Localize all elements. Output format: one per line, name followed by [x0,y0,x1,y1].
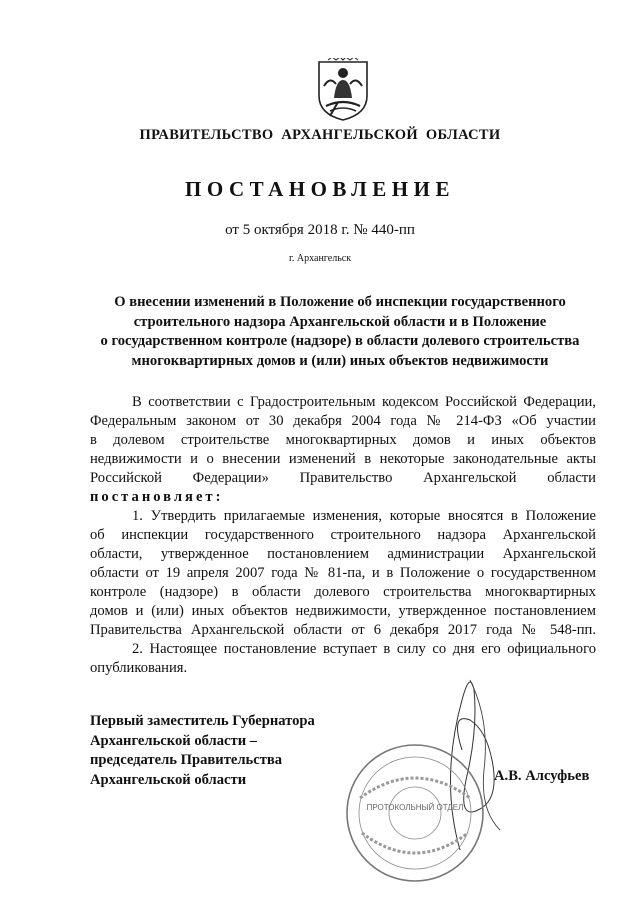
position-line: председатель Правительства [90,752,283,768]
government-name: ПРАВИТЕЛЬСТВО АРХАНГЕЛЬСКОЙ ОБЛАСТИ [139,127,501,143]
resolves-word: постановляет: [90,489,224,505]
item-2-line: опубликования. [90,660,188,676]
item-1-line: Правительства Архангельской области от 6 декабря 2017 года № 548-пп. [90,622,596,638]
document-type: ПОСТАНОВЛЕНИЕ [185,177,455,201]
preamble-line: недвижимости и о внесении изменений в некоторые законодательные акты [90,451,596,467]
document-title [70,293,610,371]
resolves-block [90,488,596,507]
item-1-line: контроле (надзоре) в области долевого строительства многоквартирных [90,584,596,600]
date-and-number: от 5 октября 2018 г. № 440-пп [225,222,415,238]
preamble-line: в долевом строительстве многоквартирных домов и иных объектов [90,432,596,448]
title-line: О внесении изменений в Положение об инспекции государственного [114,294,566,310]
signatory-position [90,712,315,790]
title-line: многоквартирных домов и (или) иных объектов недвижимости [131,352,549,369]
official-stamp [340,738,490,888]
preamble-line: Федеральным законом от 30 декабря 2004 года № 214-ФЗ «Об участии [90,413,596,429]
item-1 [90,507,596,640]
coat-of-arms-icon [316,58,370,122]
item-1-line: области, утвержденное постановлением администрации Архангельской [90,546,596,562]
item-1-line: об инспекции государственного строительного надзора Архангельской [90,527,596,543]
position-line: Архангельской области [90,771,247,788]
signatory-name: А.В. Алсуфьев [494,768,590,784]
title-line: о государственном контроле (надзоре) в области долевого строительства [100,333,580,349]
position-line: Архангельской области – [90,732,258,749]
stamp-text: ПРОТОКОЛЬНЫЙ ОТДЕЛ [366,803,464,812]
preamble-line: Российской Федерации» Правительство Архангельской области [90,470,596,486]
item-1-line: области от 19 апреля 2007 года № 81-па, и в Положение о государственном [90,565,596,581]
preamble-line: В соответствии с Градостроительным кодексом Российской Федерации, [132,394,596,410]
preamble [90,393,596,488]
item-1-line: домов и (или) иных объектов недвижимости, утвержденное постановлением [90,603,596,619]
item-1-line: 1. Утвердить прилагаемые изменения, которые вносятся в Положение [132,508,596,524]
item-2-line: 2. Настоящее постановление вступает в силу со дня его официального [132,641,596,657]
title-line: строительного надзора Архангельской области и в Положение [133,313,547,330]
city-name: г. Архангельск [288,253,352,264]
position-line: Первый заместитель Губернатора [90,713,315,729]
